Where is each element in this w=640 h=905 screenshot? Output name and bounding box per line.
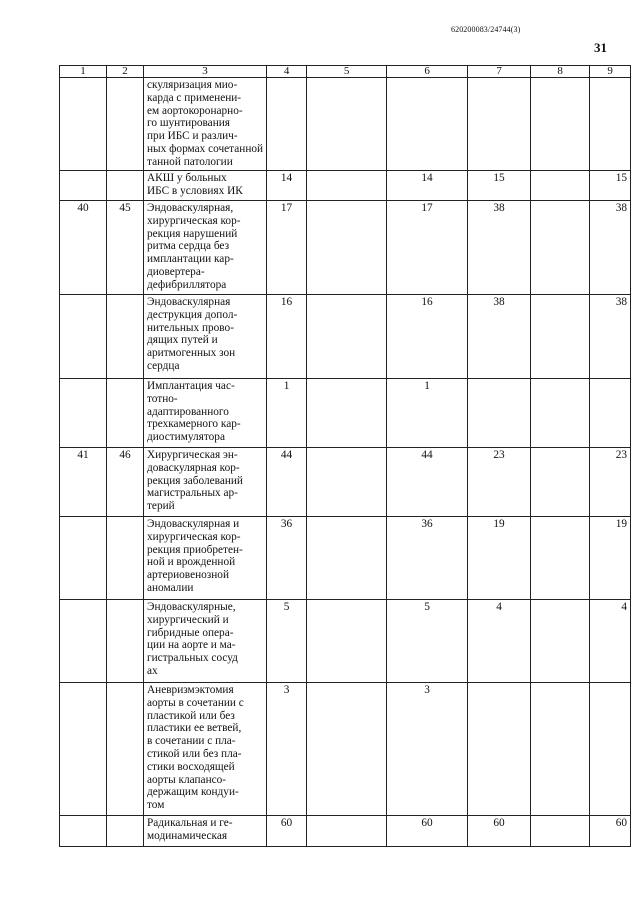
description-cell	[144, 295, 267, 379]
col1-cell	[60, 78, 107, 171]
column-header: 4	[267, 66, 307, 78]
column-header: 3	[144, 66, 267, 78]
table-row	[60, 816, 631, 847]
column-header: 9	[590, 66, 631, 78]
description-line: Эндоваскулярные,	[147, 601, 236, 613]
col2-cell	[107, 295, 144, 379]
col1-cell	[60, 517, 107, 600]
description-line: пластики ее ветвей,	[147, 722, 242, 735]
col5-value	[307, 379, 387, 448]
col5-value	[307, 171, 387, 201]
description-line: том	[147, 799, 165, 812]
description-line: модинамическая	[147, 829, 228, 842]
description-line: имплантации кар-	[147, 253, 234, 266]
col7-value	[468, 379, 531, 448]
description-line: Эндоваскулярная и	[147, 518, 240, 530]
col4-value: 1	[267, 379, 307, 448]
col7-value: 19	[468, 517, 531, 600]
description-line: Аневризмэктомия	[147, 684, 234, 696]
description-cell	[144, 171, 267, 201]
col9-value: 19	[590, 517, 631, 600]
table-row	[60, 600, 631, 683]
description-line: ритма сердца без	[147, 240, 230, 253]
table-row	[60, 295, 631, 379]
col7-value: 60	[468, 816, 531, 847]
col6-value: 36	[387, 517, 468, 600]
description-line: аорты в сочетании с	[147, 696, 244, 709]
description-line: адаптированного	[147, 405, 229, 418]
description-line: Эндоваскулярная	[147, 296, 231, 308]
col4-value: 36	[267, 517, 307, 600]
description-line: терий	[147, 500, 175, 513]
data-table	[59, 65, 631, 847]
col1-cell	[60, 171, 107, 201]
col2-cell	[107, 816, 144, 847]
description-line: ИБС в условиях ИК	[147, 184, 243, 197]
column-header: 5	[307, 66, 387, 78]
col9-value: 38	[590, 295, 631, 379]
description-line: танной патологии	[147, 155, 233, 168]
description-line: стикой или без пла-	[147, 747, 242, 760]
table-row	[60, 379, 631, 448]
document-id: 620200083/24744(3)	[451, 25, 521, 34]
col1-cell	[60, 683, 107, 816]
description-line: гибридные опера-	[147, 626, 234, 639]
page-number: 31	[594, 40, 607, 55]
description-line: аритмогенных зон	[147, 347, 236, 360]
column-header: 1	[60, 66, 107, 78]
description-line: Радикальная и ге-	[147, 817, 233, 829]
col2-cell: 45	[107, 201, 144, 295]
col8-value	[531, 517, 590, 600]
col6-value: 44	[387, 448, 468, 517]
description-line: аномалии	[147, 581, 194, 594]
description-cell	[144, 517, 267, 600]
col2-cell: 46	[107, 448, 144, 517]
col7-value: 15	[468, 171, 531, 201]
description-line: Эндоваскулярная,	[147, 202, 234, 214]
col4-value: 5	[267, 600, 307, 683]
col6-value: 1	[387, 379, 468, 448]
description-line: АКШ у больных	[147, 172, 227, 184]
col2-cell	[107, 171, 144, 201]
description-line: гистральных сосуд	[147, 652, 238, 665]
description-line: диостимулятора	[147, 431, 225, 444]
col5-value	[307, 816, 387, 847]
description-line: аорты клапансо-	[147, 773, 227, 786]
column-header: 2	[107, 66, 144, 78]
description-line: в сочетании с пла-	[147, 735, 236, 748]
col6-value: 17	[387, 201, 468, 295]
column-header: 8	[531, 66, 590, 78]
col2-cell	[107, 517, 144, 600]
col9-value: 4	[590, 600, 631, 683]
column-header: 6	[387, 66, 468, 78]
col8-value	[531, 171, 590, 201]
description-line: нительных прово-	[147, 321, 234, 334]
description-line: держащим кондуи-	[147, 786, 239, 799]
description-line: го шунтирования	[147, 117, 230, 130]
col8-value	[531, 295, 590, 379]
col4-value	[267, 78, 307, 171]
description-cell	[144, 448, 267, 517]
description-cell	[144, 201, 267, 295]
description-line: тотно-	[147, 392, 178, 405]
col8-value	[531, 600, 590, 683]
col2-cell	[107, 379, 144, 448]
col5-value	[307, 600, 387, 683]
description-line: хирургическая кор-	[147, 530, 241, 543]
column-header: 7	[468, 66, 531, 78]
col8-value	[531, 379, 590, 448]
description-line: дящих путей и	[147, 334, 218, 347]
description-line: ции на аорте и ма-	[147, 639, 236, 652]
description-line: рекция приобретен-	[147, 543, 243, 556]
col9-value	[590, 78, 631, 171]
col2-cell	[107, 683, 144, 816]
description-line: ах	[147, 664, 158, 677]
description-line: артериовенозной	[147, 569, 229, 582]
description-line: карда с применени-	[147, 91, 242, 104]
col4-value: 44	[267, 448, 307, 517]
description-line: диовертера-	[147, 265, 205, 278]
col8-value	[531, 816, 590, 847]
col5-value	[307, 448, 387, 517]
col4-value: 60	[267, 816, 307, 847]
description-line: трехкамерного кар-	[147, 418, 241, 431]
description-line: деструкция допол-	[147, 308, 238, 321]
col9-value: 15	[590, 171, 631, 201]
description-line: пластикой или без	[147, 709, 235, 722]
description-cell	[144, 379, 267, 448]
col6-value: 5	[387, 600, 468, 683]
description-line: дефибриллятора	[147, 278, 227, 291]
description-line: хирургический и	[147, 613, 229, 626]
col6-value: 16	[387, 295, 468, 379]
col5-value	[307, 517, 387, 600]
col5-value	[307, 201, 387, 295]
description-line: хирургическая кор-	[147, 214, 241, 227]
col8-value	[531, 78, 590, 171]
description-line: ем аортокоронарно-	[147, 104, 243, 117]
col4-value: 3	[267, 683, 307, 816]
col1-cell	[60, 600, 107, 683]
description-line: скуляризация мио-	[147, 79, 238, 91]
col4-value: 17	[267, 201, 307, 295]
table-row	[60, 171, 631, 201]
col2-cell	[107, 600, 144, 683]
col7-value: 38	[468, 295, 531, 379]
description-cell	[144, 78, 267, 171]
col6-value: 14	[387, 171, 468, 201]
col1-cell	[60, 295, 107, 379]
col5-value	[307, 683, 387, 816]
col8-value	[531, 448, 590, 517]
col6-value: 3	[387, 683, 468, 816]
description-line: магистральных ар-	[147, 487, 238, 500]
description-line: рекция заболеваний	[147, 474, 243, 487]
table-row	[60, 683, 631, 816]
col5-value	[307, 295, 387, 379]
col9-value	[590, 683, 631, 816]
description-line: доваскулярная кор-	[147, 461, 240, 474]
col9-value: 23	[590, 448, 631, 517]
col7-value: 4	[468, 600, 531, 683]
col6-value: 60	[387, 816, 468, 847]
col9-value: 60	[590, 816, 631, 847]
col8-value	[531, 201, 590, 295]
table-row	[60, 201, 631, 295]
col1-cell	[60, 379, 107, 448]
col6-value	[387, 78, 468, 171]
col5-value	[307, 78, 387, 171]
description-line: Имплантация час-	[147, 380, 235, 392]
col1-cell: 41	[60, 448, 107, 517]
col7-value	[468, 78, 531, 171]
col4-value: 14	[267, 171, 307, 201]
col9-value	[590, 379, 631, 448]
description-line: стики восходящей	[147, 760, 235, 773]
description-line: при ИБС и различ-	[147, 130, 238, 143]
col7-value: 38	[468, 201, 531, 295]
description-line: сердца	[147, 359, 180, 372]
table-header-row	[60, 66, 631, 78]
col1-cell: 40	[60, 201, 107, 295]
description-line: рекция нарушений	[147, 227, 238, 240]
description-line: Хирургическая эн-	[147, 449, 238, 461]
col9-value: 38	[590, 201, 631, 295]
table-row	[60, 517, 631, 600]
description-line: ных формах сочетанной	[147, 142, 264, 155]
col1-cell	[60, 816, 107, 847]
col4-value: 16	[267, 295, 307, 379]
col8-value	[531, 683, 590, 816]
description-line: ной и врожденной	[147, 556, 236, 569]
col7-value	[468, 683, 531, 816]
description-cell	[144, 683, 267, 816]
table-row	[60, 448, 631, 517]
col7-value: 23	[468, 448, 531, 517]
description-cell	[144, 816, 267, 847]
col2-cell	[107, 78, 144, 171]
description-cell	[144, 600, 267, 683]
table-row	[60, 78, 631, 171]
